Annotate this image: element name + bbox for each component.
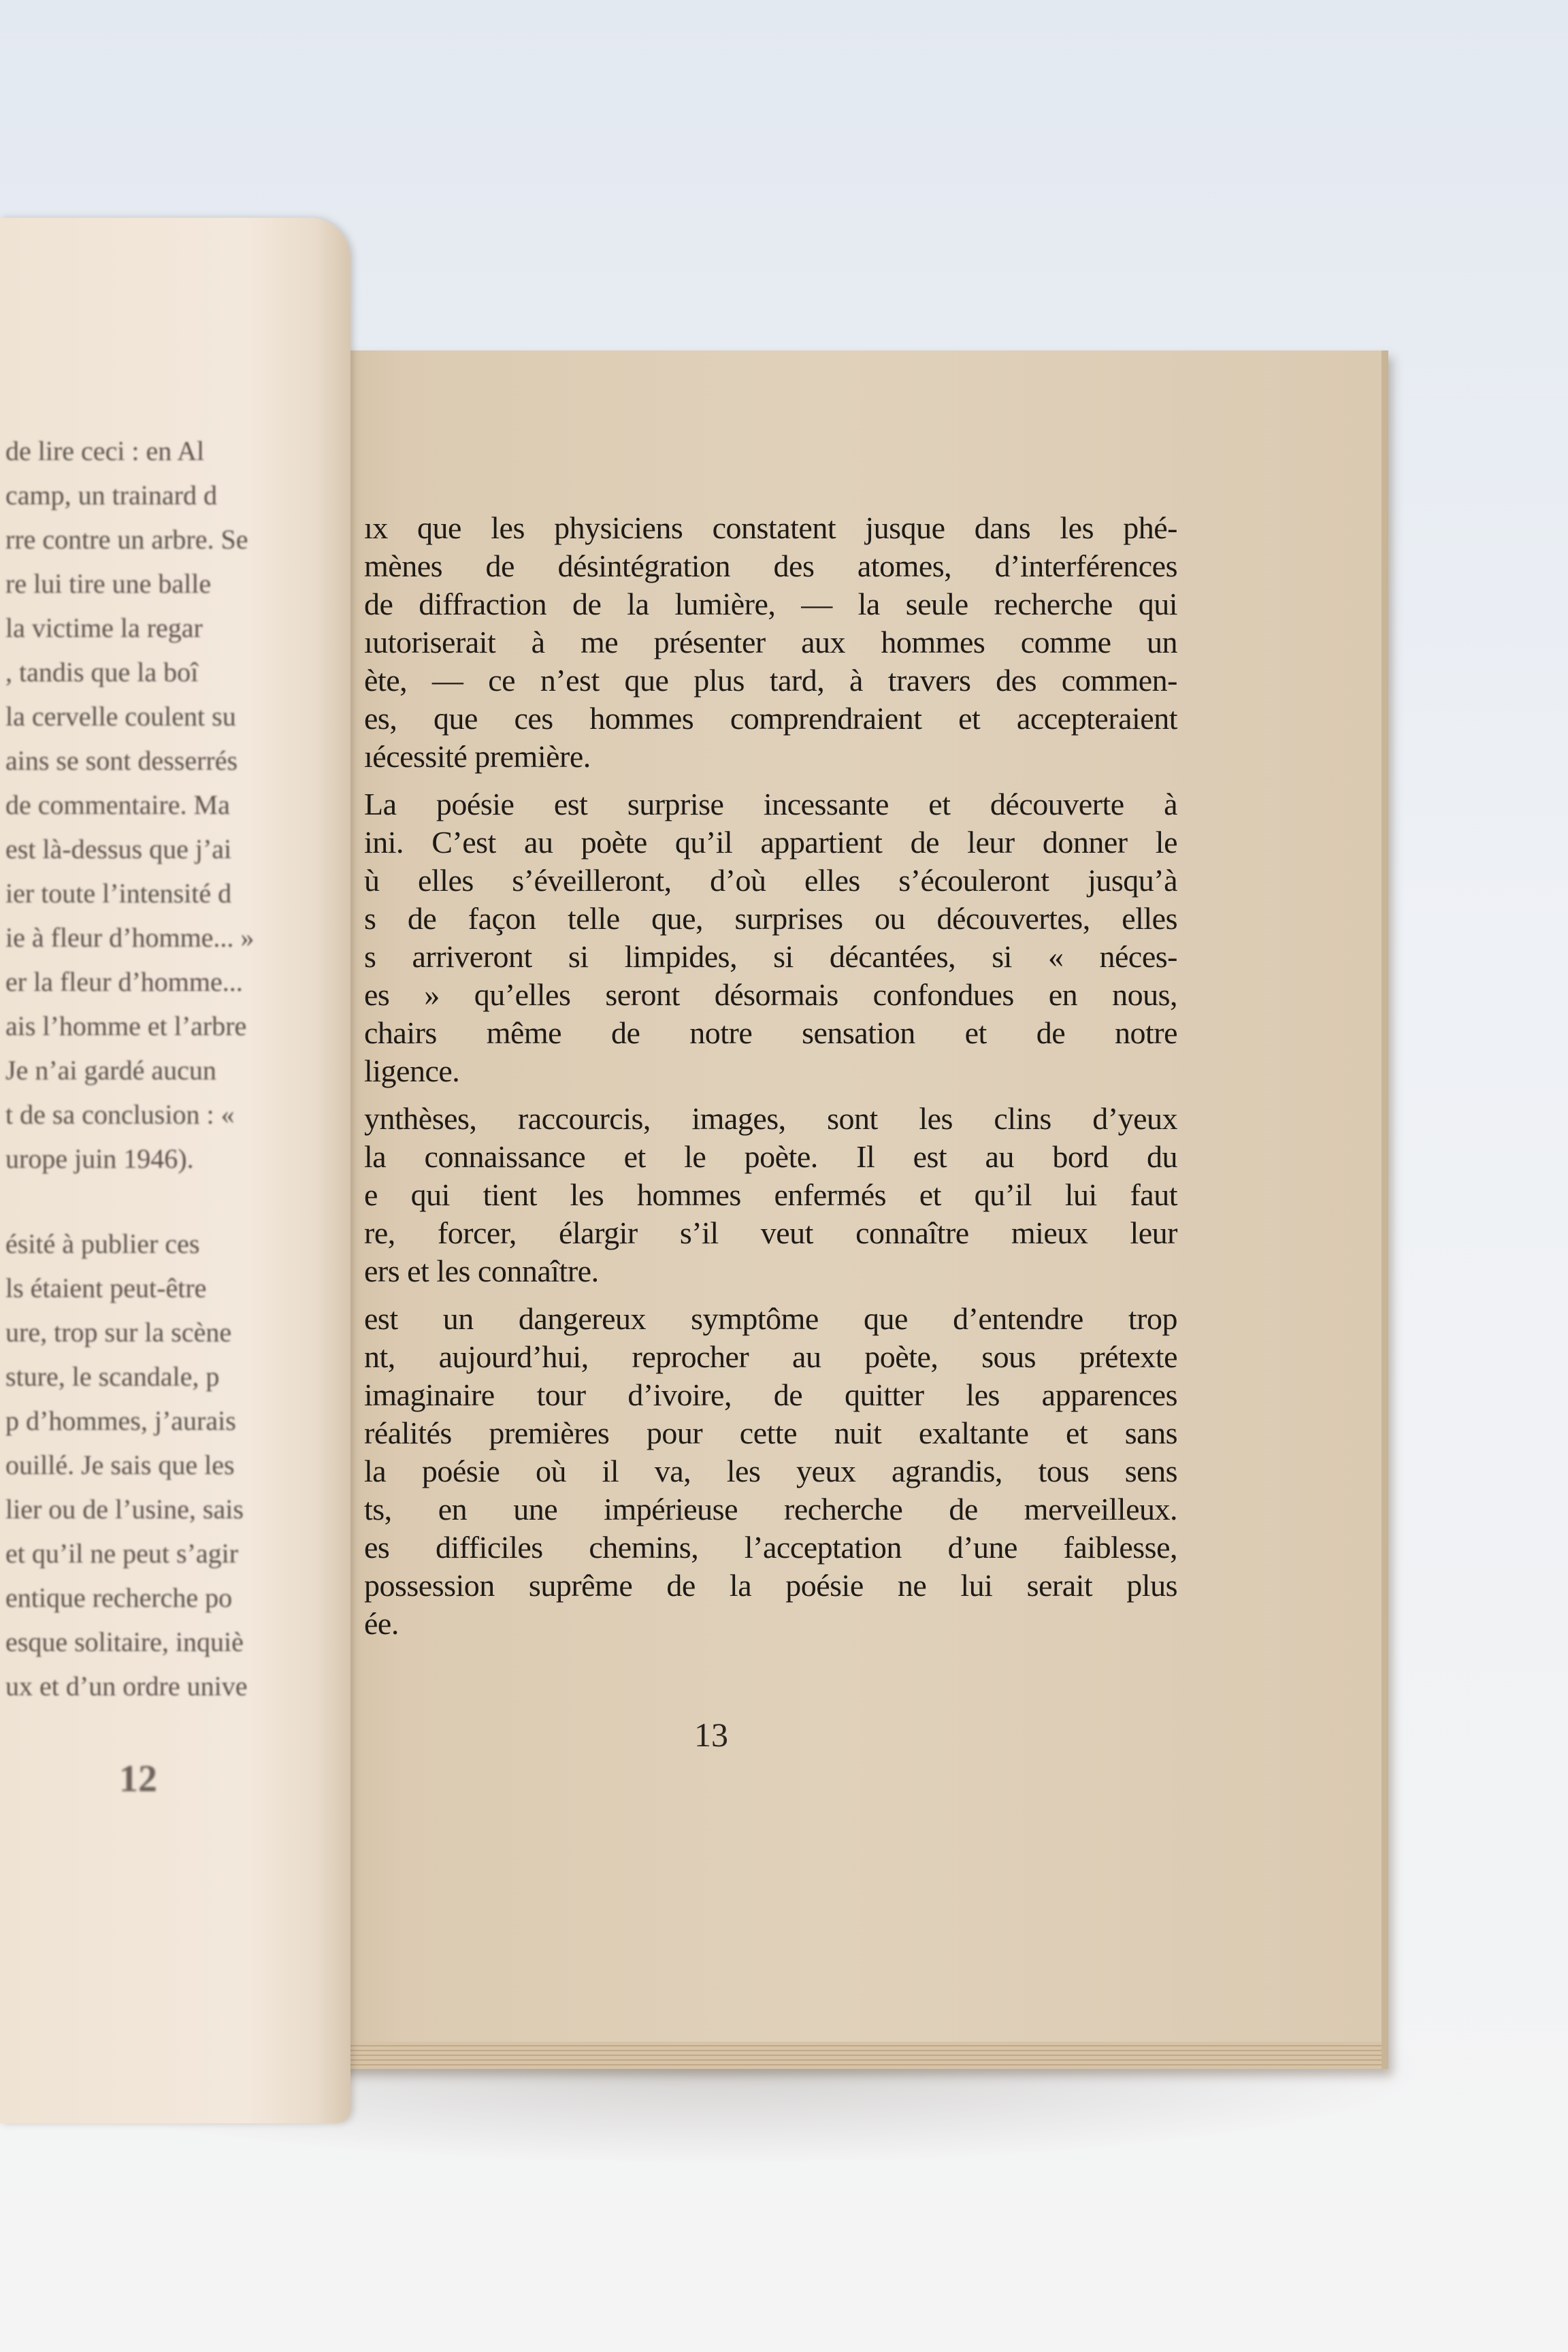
paragraph <box>364 785 1177 1090</box>
text-line: chairs même de notre sensation et de notre <box>364 1015 1177 1050</box>
text-line: ains se sont desserrés <box>5 745 238 776</box>
text-line: ée. <box>364 1606 399 1641</box>
text-line: ls étaient peut-être <box>5 1273 207 1303</box>
page-block-edge <box>286 2042 1382 2069</box>
left-page-text <box>5 429 254 1708</box>
text-line: Je n’ai gardé aucun <box>5 1055 216 1085</box>
text-line: s de façon telle que, surprises ou découvertes, elles <box>364 901 1177 936</box>
text-line: ıutoriserait à me présenter aux hommes comme un <box>364 625 1177 659</box>
text-line: esque solitaire, inquiè <box>5 1627 244 1657</box>
text-line: ıécessité première. <box>364 739 591 774</box>
text-line: et qu’il ne peut s’agir <box>5 1538 239 1569</box>
text-line: ıx que les physiciens constatent jusque dans les phé- <box>364 510 1177 545</box>
text-line: lier ou de l’usine, sais <box>5 1494 244 1524</box>
text-line: ésité à publier ces <box>5 1228 200 1259</box>
text-line: e qui tient les hommes enfermés et qu’il lui faut <box>364 1177 1177 1212</box>
text-line: ts, en une impérieuse recherche de merveilleux. <box>364 1492 1177 1526</box>
text-line: la connaissance et le poète. Il est au bord du <box>364 1139 1177 1174</box>
text-line: ier toute l’intensité d <box>5 878 232 909</box>
text-line: possession suprême de la poésie ne lui serait plus <box>364 1568 1177 1603</box>
paragraph <box>5 429 254 1181</box>
text-line: est un dangereux symptôme que d’entendre trop <box>364 1301 1177 1336</box>
text-line: ligence. <box>364 1054 460 1088</box>
text-line: t de sa conclusion : « <box>5 1099 235 1130</box>
text-line: p d’hommes, j’aurais <box>5 1405 236 1436</box>
left-page <box>0 218 350 2123</box>
right-page <box>272 350 1388 2069</box>
text-line: ure, trop sur la scène <box>5 1317 232 1348</box>
text-line: es difficiles chemins, l’acceptation d’une faiblesse, <box>364 1530 1177 1565</box>
text-line: la victime la regar <box>5 612 203 643</box>
text-line: ais l’homme et l’arbre <box>5 1011 247 1041</box>
text-line: imaginaire tour d’ivoire, de quitter les apparences <box>364 1377 1177 1412</box>
text-line: ux et d’un ordre unive <box>5 1671 248 1701</box>
text-line: de commentaire. Ma <box>5 789 230 820</box>
text-line: camp, un trainard d <box>5 480 217 510</box>
text-line: , tandis que la boî <box>5 657 199 687</box>
text-line: nt, aujourd’hui, reprocher au poète, sous prétexte <box>364 1339 1177 1374</box>
text-line: re lui tire une balle <box>5 568 212 599</box>
text-line: de diffraction de la lumière, — la seule recherche qui <box>364 587 1177 621</box>
text-line: s arriveront si limpides, si décantées, si « néces- <box>364 939 1177 974</box>
paragraph <box>364 1100 1177 1290</box>
text-line: la cervelle coulent su <box>5 701 236 732</box>
text-line: es » qu’elles seront désormais confondues en nous, <box>364 977 1177 1012</box>
text-line: ù elles s’éveilleront, d’où elles s’écouleront jusqu’à <box>364 863 1177 898</box>
right-page-text <box>364 509 1177 1652</box>
text-line: ie à fleur d’homme... » <box>5 922 255 953</box>
text-line: er la fleur d’homme... <box>5 966 243 997</box>
text-line: La poésie est surprise incessante et découverte à <box>364 787 1177 821</box>
paragraph <box>364 1300 1177 1643</box>
page-number-right: 13 <box>694 1716 728 1754</box>
text-line: es, que ces hommes comprendraient et accepteraient <box>364 701 1177 736</box>
text-line: la poésie où il va, les yeux agrandis, tous sens <box>364 1454 1177 1488</box>
text-line: re, forcer, élargir s’il veut connaître mieux leur <box>364 1215 1177 1250</box>
page-number-left: 12 <box>119 1758 157 1800</box>
text-line: rre contre un arbre. Se <box>5 524 248 555</box>
text-line: ers et les connaître. <box>364 1254 599 1288</box>
text-line: ynthèses, raccourcis, images, sont les clins d’yeux <box>364 1101 1177 1136</box>
text-line: ète, — ce n’est que plus tard, à travers des commen- <box>364 663 1177 698</box>
text-line: est là-dessus que j’ai <box>5 834 232 864</box>
text-line: sture, le scandale, p <box>5 1361 220 1392</box>
text-line: ouillé. Je sais que les <box>5 1450 235 1480</box>
text-line: réalités premières pour cette nuit exaltante et sans <box>364 1416 1177 1450</box>
text-line: de lire ceci : en Al <box>5 436 205 466</box>
text-line: ini. C’est au poète qu’il appartient de leur donner le <box>364 825 1177 860</box>
text-line: entique recherche po <box>5 1582 233 1613</box>
paragraph <box>5 1222 254 1708</box>
text-line: mènes de désintégration des atomes, d’interférences <box>364 549 1177 583</box>
text-line: urope juin 1946). <box>5 1143 194 1174</box>
paragraph <box>364 509 1177 776</box>
